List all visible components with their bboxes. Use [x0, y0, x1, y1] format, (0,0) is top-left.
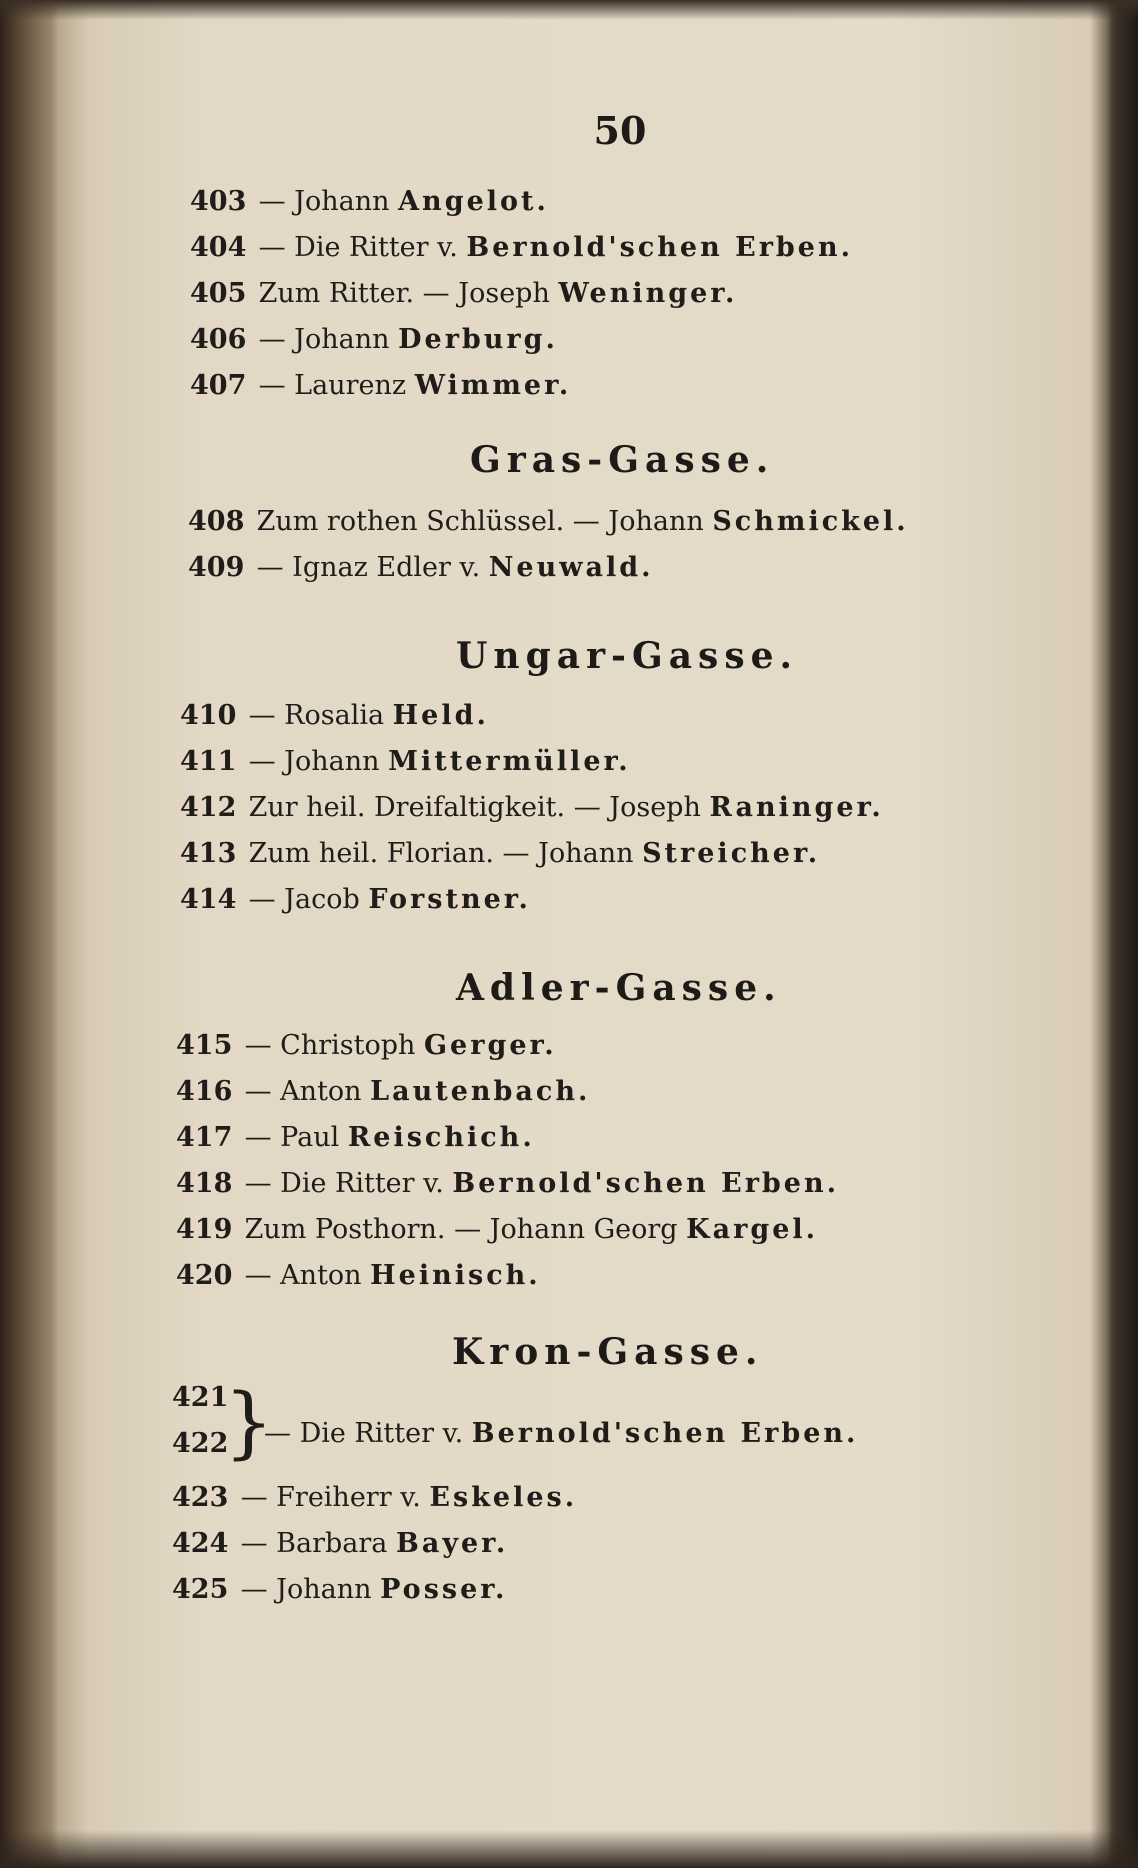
- house-number: 420: [176, 1260, 233, 1291]
- owner-name: Angelot.: [398, 186, 549, 217]
- owner-name: Weninger.: [558, 278, 738, 309]
- entry-text: — Johann: [248, 746, 389, 777]
- house-number: 412: [180, 792, 237, 823]
- entry-text: — Jacob: [248, 884, 369, 915]
- entry-425: [172, 1570, 507, 1610]
- owner-name: Mittermüller.: [388, 746, 631, 777]
- entry-420: [176, 1256, 541, 1296]
- page-top-edge: [0, 0, 1138, 20]
- owner-name: Bayer.: [396, 1528, 509, 1559]
- entry-text: — Paul: [244, 1122, 348, 1153]
- entry-text: — Johann: [258, 324, 399, 355]
- entry-410: [180, 696, 489, 736]
- entry-407: [190, 366, 571, 406]
- owner-name: Lautenbach.: [370, 1076, 591, 1107]
- house-number: 419: [176, 1214, 233, 1245]
- entry-text: — Rosalia: [248, 700, 393, 731]
- section-heading-ungar-gasse: Ungar-Gasse.: [456, 635, 799, 677]
- entry-419: [176, 1210, 818, 1250]
- entry-text: — Die Ritter v.: [244, 1168, 453, 1199]
- house-number: 425: [172, 1574, 229, 1605]
- book-spine-shadow: [0, 0, 58, 1868]
- section-heading-gras-gasse: Gras-Gasse.: [470, 439, 775, 481]
- entry-text: — Johann: [240, 1574, 381, 1605]
- house-number: 424: [172, 1528, 229, 1559]
- entry-text: [264, 1414, 858, 1454]
- entry-411: [180, 742, 631, 782]
- section-heading-adler-gasse: Adler-Gasse.: [456, 967, 782, 1009]
- entry-text: Zum Posthorn. — Johann Georg: [244, 1214, 687, 1245]
- entry-prefix: — Die Ritter v.: [264, 1418, 472, 1449]
- entry-text: — Johann: [258, 186, 399, 217]
- owner-name: Derburg.: [398, 324, 558, 355]
- house-number: 409: [188, 552, 245, 583]
- entry-text: Zum heil. Florian. — Johann: [248, 838, 643, 869]
- entry-415: [176, 1026, 557, 1066]
- house-number: 403: [190, 186, 247, 217]
- house-number: 410: [180, 700, 237, 731]
- entry-414: [180, 880, 531, 920]
- entry-424: [172, 1524, 508, 1564]
- entry-text: — Ignaz Edler v.: [256, 552, 489, 583]
- entry-text: — Laurenz: [258, 370, 415, 401]
- owner-name: Bernold'schen Erben.: [466, 232, 854, 263]
- house-number: 406: [190, 324, 247, 355]
- entry-text: — Anton: [244, 1076, 371, 1107]
- owner-name: Kargel.: [686, 1214, 819, 1245]
- entry-412: [180, 788, 884, 828]
- page-number: 50: [593, 108, 647, 153]
- entry-403: [190, 182, 549, 222]
- house-number: 423: [172, 1482, 229, 1513]
- house-number: 408: [188, 506, 245, 537]
- entry-413: [180, 834, 820, 874]
- owner-name: Bernold'schen Erben.: [452, 1168, 840, 1199]
- house-number: 414: [180, 884, 237, 915]
- house-number: 413: [180, 838, 237, 869]
- house-number: 415: [176, 1030, 233, 1061]
- house-number: 418: [176, 1168, 233, 1199]
- owner-name: Bernold'schen Erben.: [471, 1418, 859, 1449]
- entry-text: — Christoph: [244, 1030, 424, 1061]
- owner-name: Eskeles.: [429, 1482, 578, 1513]
- owner-name: Reischich.: [347, 1122, 535, 1153]
- grouping-brace: }: [224, 1378, 274, 1468]
- entry-404: [190, 228, 853, 268]
- entry-408: [188, 502, 909, 542]
- entry-423: [172, 1478, 577, 1518]
- entry-text: Zur heil. Dreifaltigkeit. — Joseph: [248, 792, 710, 823]
- house-number: 416: [176, 1076, 233, 1107]
- entry-text: — Anton: [244, 1260, 371, 1291]
- entry-text: Zum rothen Schlüssel. — Johann: [256, 506, 713, 537]
- house-number: 422: [172, 1428, 229, 1459]
- owner-name: Raninger.: [709, 792, 884, 823]
- owner-name: Wimmer.: [414, 370, 572, 401]
- entry-text: — Freiherr v.: [240, 1482, 430, 1513]
- owner-name: Posser.: [380, 1574, 508, 1605]
- house-number: 404: [190, 232, 247, 263]
- entry-text: — Die Ritter v.: [258, 232, 467, 263]
- owner-name: Held.: [392, 700, 489, 731]
- owner-name: Forstner.: [368, 884, 531, 915]
- entry-418: [176, 1164, 839, 1204]
- entry-409: [188, 548, 654, 588]
- house-number: 405: [190, 278, 247, 309]
- house-number: 417: [176, 1122, 233, 1153]
- section-heading-kron-gasse: Kron-Gasse.: [452, 1331, 764, 1373]
- owner-name: Gerger.: [423, 1030, 557, 1061]
- entry-421-422: [172, 1378, 972, 1482]
- entry-417: [176, 1118, 535, 1158]
- entry-406: [190, 320, 558, 360]
- house-number: 407: [190, 370, 247, 401]
- owner-name: Streicher.: [642, 838, 821, 869]
- entry-text: — Barbara: [240, 1528, 396, 1559]
- page-bottom-edge: [0, 1830, 1138, 1868]
- entry-416: [176, 1072, 590, 1112]
- house-number: 411: [180, 746, 237, 777]
- page-right-edge: [1108, 0, 1138, 1868]
- entry-text: Zum Ritter. — Joseph: [258, 278, 559, 309]
- owner-name: Neuwald.: [488, 552, 654, 583]
- entry-405: [190, 274, 737, 314]
- owner-name: Heinisch.: [370, 1260, 541, 1291]
- house-number: 421: [172, 1382, 229, 1413]
- owner-name: Schmickel.: [712, 506, 909, 537]
